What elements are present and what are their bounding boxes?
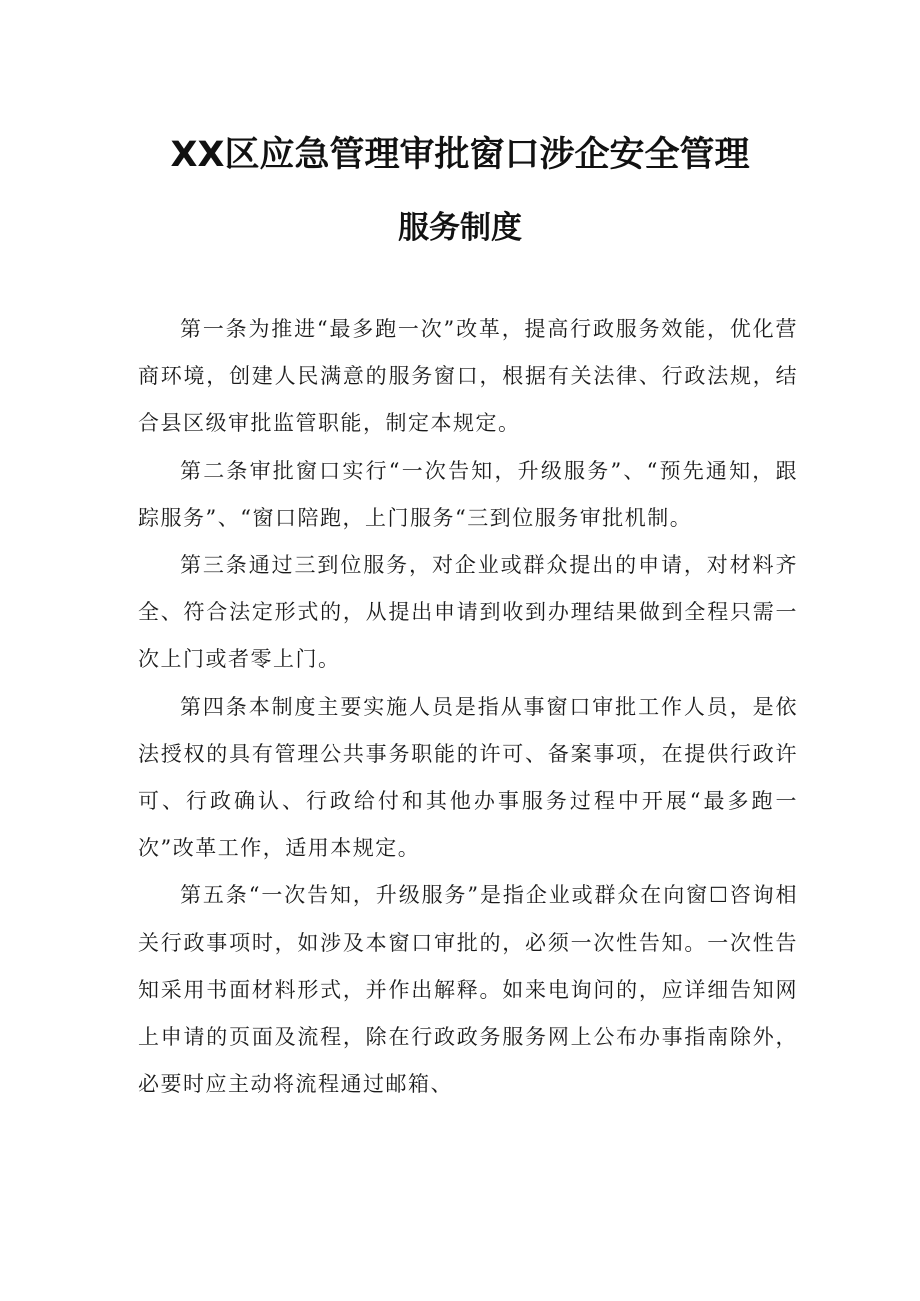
document-title-line-2: 服务制度 (398, 210, 522, 246)
document-title-line-1: XX区应急管理审批窗口涉企安全管理 (170, 135, 750, 175)
article-3-paragraph: 第三条通过三到位服务，对企业或群众提出的申请，对材料齐全、符合法定形式的，从提出申请到收到办理结果做到全程只需一次上门或者零上门。 (138, 553, 798, 672)
article-4-paragraph: 第四条本制度主要实施人员是指从事窗口审批工作人员，是依法授权的具有管理公共事务职能的许可、备案事项，在提供行政许可、行政确认、行政给付和其他办事服务过程中开展“最多跑一次”改革工作，适用本规定。 (138, 694, 798, 861)
article-5-paragraph: 第五条“一次告知，升级服务”是指企业或群众在向窗☐咨询相关行政事项时，如涉及本窗口审批的，必须一次性告知。一次性告知采用书面材料形式，并作出解释。如来电询问的，应详细告知网上申请的页面及流程，除在行政政务服务网上公布办事指南除外，必要时应主动将流程通过邮箱、 (138, 883, 798, 1097)
document-body (138, 306, 798, 1108)
article-2-paragraph: 第二条审批窗口实行“一次告知，升级服务”、“预先通知，跟踪服务”、“窗口陪跑，上门服务“三到位服务审批机制。 (138, 458, 798, 530)
article-1-paragraph: 第一条为推进“最多跑一次”改革，提高行政服务效能，优化营商环境，创建人民满意的服务窗口，根据有关法律、行政法规，结合县区级审批监管职能，制定本规定。 (138, 317, 798, 436)
